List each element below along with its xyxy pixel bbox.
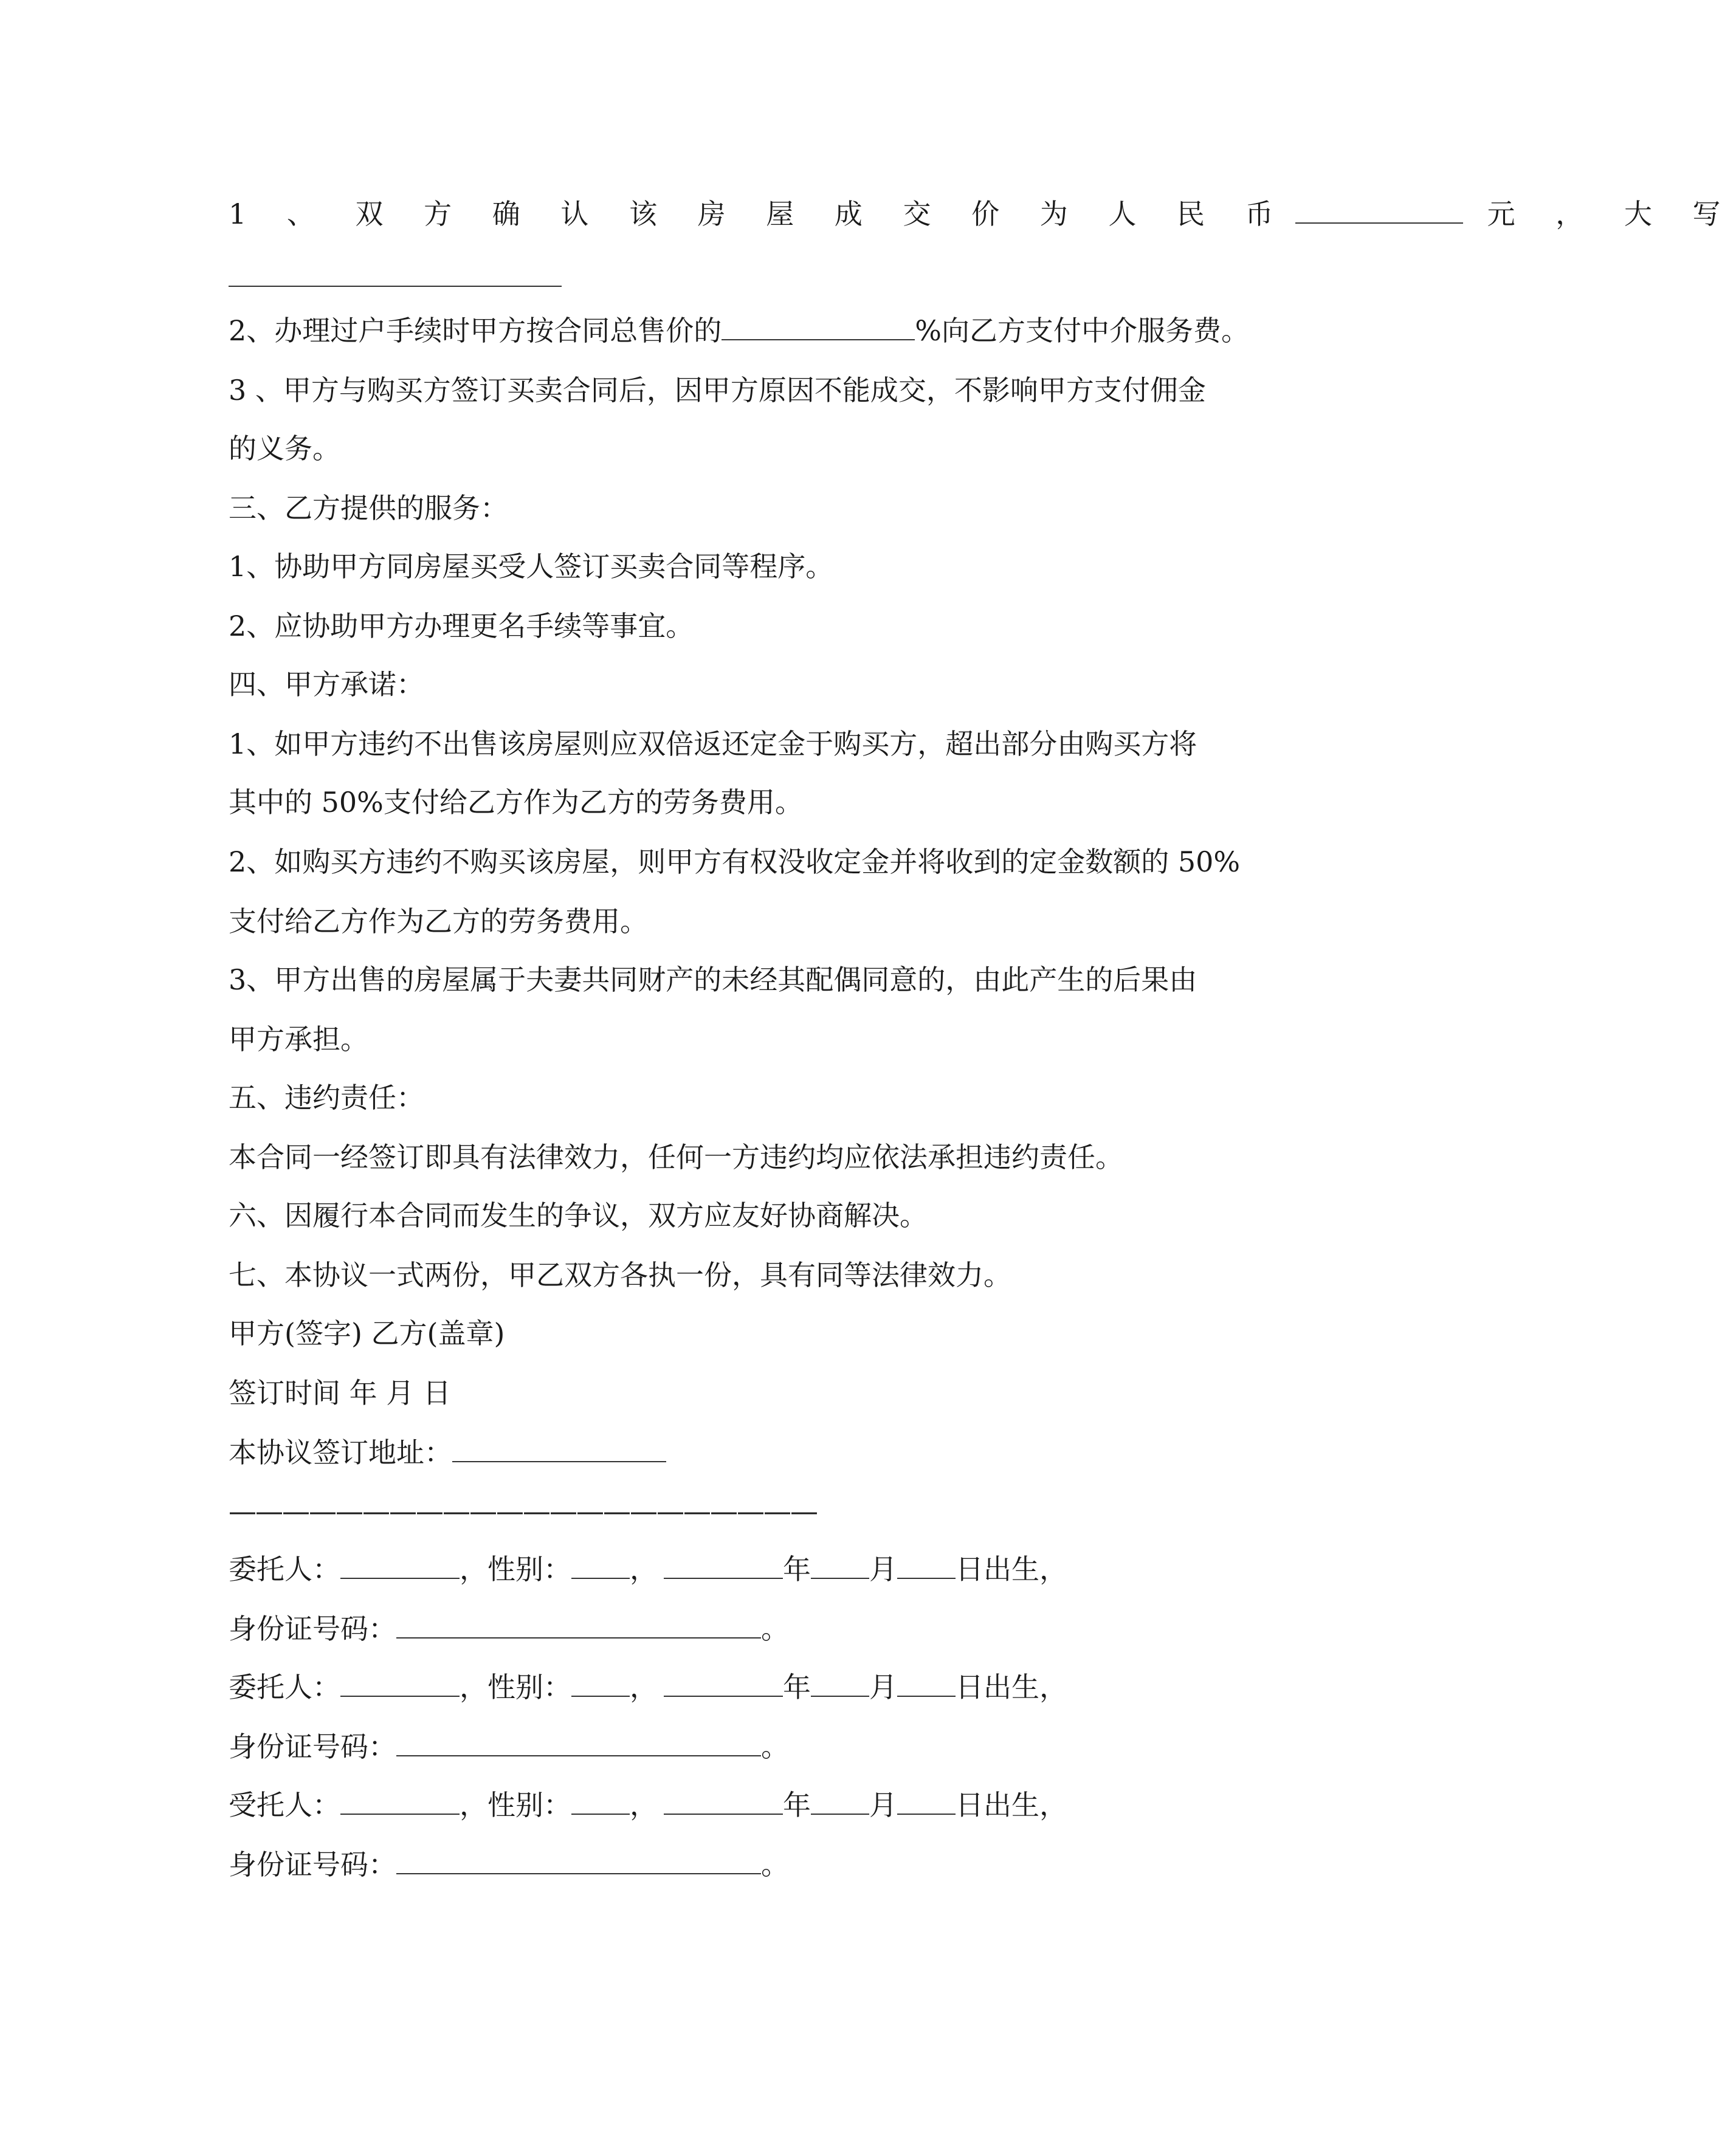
price-clause-mid: 元 ， 大 写 bbox=[1487, 198, 1736, 230]
born-label: 日出生， bbox=[956, 1671, 1067, 1704]
gender-label: 性别： bbox=[487, 1553, 571, 1586]
fee-clause-prefix: 2、办理过户手续时甲方按合同总售价的 bbox=[229, 314, 722, 347]
section-7-text: 七、本协议一式两份，甲乙双方各执一份，具有同等法律效力。 bbox=[229, 1259, 1011, 1291]
person-1-line bbox=[229, 1551, 1067, 1587]
signing-time: 签订时间 年 月 日 bbox=[229, 1377, 451, 1409]
person-2-role: 委托人： bbox=[229, 1671, 340, 1704]
person-2-id-blank bbox=[396, 1728, 761, 1756]
section-6-text: 六、因履行本合同而发生的争议，双方应友好协商解决。 bbox=[229, 1199, 928, 1232]
person-3-year-blank bbox=[664, 1787, 783, 1815]
comma: ， bbox=[460, 1553, 487, 1586]
section-4-item-2-line-1: 2、如购买方违约不购买该房屋，则甲方有权没收定金并将收到的定金数额的 50% bbox=[229, 845, 1241, 878]
section-5-heading: 五、违约责任： bbox=[229, 1081, 424, 1114]
section-3-item-2: 2、应协助甲方办理更名手续等事宜。 bbox=[229, 610, 694, 642]
price-uppercase-blank bbox=[229, 286, 562, 287]
person-2-year-blank bbox=[664, 1669, 783, 1697]
section-5-text: 本合同一经签订即具有法律效力，任何一方违约均应依法承担违约责任。 bbox=[229, 1141, 1123, 1174]
comma: ， bbox=[460, 1789, 487, 1821]
person-1-name-blank bbox=[340, 1551, 460, 1579]
comma: ， bbox=[630, 1553, 658, 1586]
signing-address-label: 本协议签订地址： bbox=[229, 1436, 452, 1469]
clause-3-line-2: 的义务。 bbox=[229, 432, 340, 465]
year-label: 年 bbox=[783, 1671, 811, 1704]
period: 。 bbox=[761, 1612, 789, 1645]
person-3-role: 受托人： bbox=[229, 1789, 340, 1821]
comma: ， bbox=[460, 1671, 487, 1704]
section-4-heading: 四、甲方承诺： bbox=[229, 668, 424, 701]
signing-address-blank bbox=[452, 1434, 666, 1462]
section-3-heading: 三、乙方提供的服务： bbox=[229, 492, 508, 524]
person-1-gender-blank bbox=[571, 1551, 630, 1579]
id-label: 身份证号码： bbox=[229, 1730, 396, 1763]
born-label: 日出生， bbox=[956, 1553, 1067, 1586]
section-4-item-1-line-1: 1、如甲方违约不出售该房屋则应双倍返还定金于购买方，超出部分由购买方将 bbox=[229, 727, 1197, 760]
section-4-item-1-line-2: 其中的 50%支付给乙方作为乙方的劳务费用。 bbox=[229, 786, 803, 819]
fee-clause-suffix: %向乙方支付中介服务费。 bbox=[915, 314, 1249, 347]
period: 。 bbox=[761, 1848, 789, 1881]
person-2-day-blank bbox=[897, 1669, 956, 1697]
person-1-month-blank bbox=[811, 1551, 869, 1579]
section-4-item-3-line-2: 甲方承担。 bbox=[229, 1023, 368, 1056]
period: 。 bbox=[761, 1730, 789, 1763]
comma: ， bbox=[630, 1789, 658, 1821]
signature-line: 甲方(签字) 乙方(盖章) bbox=[229, 1317, 505, 1350]
born-label: 日出生， bbox=[956, 1789, 1067, 1821]
fee-percent-blank bbox=[722, 312, 915, 340]
section-4-item-3-line-1: 3、甲方出售的房屋属于夫妻共同财产的未经其配偶同意的，由此产生的后果由 bbox=[229, 963, 1197, 996]
person-1-day-blank bbox=[897, 1551, 956, 1579]
person-2-gender-blank bbox=[571, 1669, 630, 1697]
section-4-item-2-line-2: 支付给乙方作为乙方的劳务费用。 bbox=[229, 905, 648, 938]
month-label: 月 bbox=[869, 1789, 897, 1821]
person-2-line bbox=[229, 1669, 1067, 1705]
gender-label: 性别： bbox=[487, 1789, 571, 1821]
id-label: 身份证号码： bbox=[229, 1848, 396, 1881]
person-3-line bbox=[229, 1787, 1067, 1823]
person-2-month-blank bbox=[811, 1669, 869, 1697]
comma: ， bbox=[630, 1671, 658, 1704]
price-amount-blank bbox=[1295, 196, 1463, 224]
year-label: 年 bbox=[783, 1789, 811, 1821]
person-1-id-blank bbox=[396, 1611, 761, 1639]
id-label: 身份证号码： bbox=[229, 1612, 396, 1645]
person-3-id-line bbox=[229, 1846, 789, 1883]
person-2-id-line bbox=[229, 1728, 789, 1765]
person-1-year-blank bbox=[664, 1551, 783, 1579]
fee-clause bbox=[229, 312, 1249, 349]
person-3-gender-blank bbox=[571, 1787, 630, 1815]
month-label: 月 bbox=[869, 1553, 897, 1586]
person-3-id-blank bbox=[396, 1846, 761, 1874]
person-2-name-blank bbox=[340, 1669, 460, 1697]
month-label: 月 bbox=[869, 1671, 897, 1704]
person-3-month-blank bbox=[811, 1787, 869, 1815]
signing-address bbox=[229, 1434, 666, 1471]
price-clause-prefix: 1 、 双 方 确 认 该 房 屋 成 交 价 为 人 民 币 bbox=[229, 198, 1289, 230]
person-3-name-blank bbox=[340, 1787, 460, 1815]
person-3-day-blank bbox=[897, 1787, 956, 1815]
section-3-item-1: 1、协助甲方同房屋买受人签订买卖合同等程序。 bbox=[229, 550, 834, 583]
clause-3-line-1: 3 、甲方与购买方签订买卖合同后，因甲方原因不能成交，不影响甲方支付佣金 bbox=[229, 374, 1206, 407]
person-1-role: 委托人： bbox=[229, 1553, 340, 1586]
gender-label: 性别： bbox=[487, 1671, 571, 1704]
separator-line: —————————————————————— bbox=[229, 1494, 817, 1527]
person-1-id-line bbox=[229, 1611, 789, 1647]
price-clause bbox=[229, 196, 1736, 232]
year-label: 年 bbox=[783, 1553, 811, 1586]
